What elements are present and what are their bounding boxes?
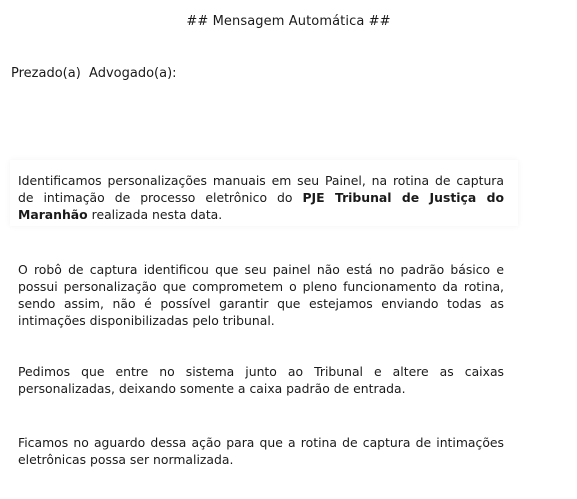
paragraph-text: realizada nesta data. bbox=[87, 207, 223, 222]
greeting-salutation: Prezado(a) bbox=[11, 66, 81, 81]
message-header: ## Mensagem Automática ## bbox=[186, 14, 391, 29]
paragraph-personalizations bbox=[18, 172, 504, 223]
tribunal-name: PJE Tribunal de Justiça do Maranhão bbox=[18, 190, 504, 222]
paragraph-request: Pedimos que entre no sistema junto ao Tribunal e altere as caixas personalizadas, deixando somente a caixa padrão de entrada. bbox=[18, 364, 504, 396]
greeting-recipient: Advogado(a): bbox=[89, 66, 177, 81]
paragraph-closing: Ficamos no aguardo dessa ação para que a rotina de captura de intimações eletrônicas possa ser normalizada. bbox=[18, 435, 504, 467]
paragraph-robot-report: O robô de captura identificou que seu painel não está no padrão básico e possui personalização que comprometem o pleno funcionamento da rotina, sendo assim, não é possível garantir que estejamos enviando todas as intimações disponibilizadas pelo tribunal. bbox=[18, 262, 504, 328]
paragraph-text: Identificamos personalizações manuais em seu Painel, na rotina de captura de intimação de processo eletrônico do bbox=[18, 173, 504, 205]
greeting bbox=[11, 66, 177, 81]
